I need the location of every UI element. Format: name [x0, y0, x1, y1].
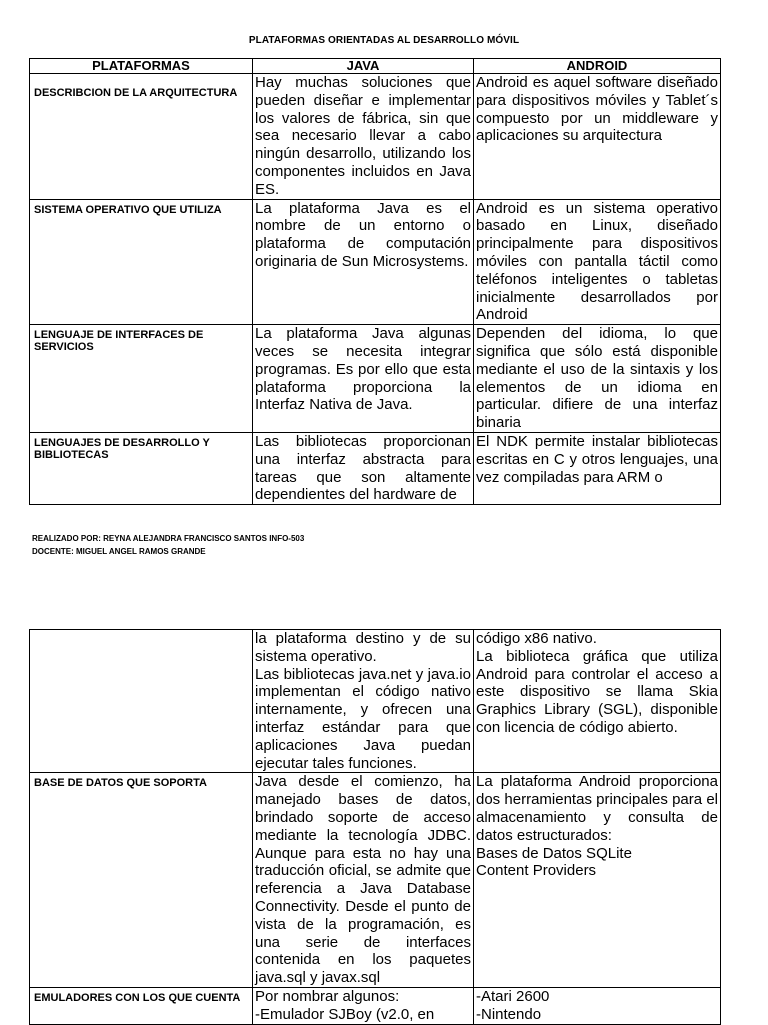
- android-cell: [474, 630, 721, 773]
- java-paragraph: Las bibliotecas java.net y java.io implementan el código nativo internamente, y ofrecen una interfaz estándar para que aplicaciones Java puedan ejecutar tales funciones.: [255, 665, 471, 772]
- table-row: [30, 773, 721, 988]
- android-list-item: Content Providers: [476, 862, 597, 880]
- footer-teacher: DOCENTE: MIGUEL ANGEL RAMOS GRANDE: [32, 547, 206, 556]
- android-cell: Android es un sistema operativo basado en Linux, diseñado principalmente para dispositivos móviles con pantalla táctil como teléfonos inteligentes o tabletas inicialmente desarrollados por Android: [474, 199, 721, 325]
- java-paragraph: la plataforma destino y de su sistema operativo.: [255, 630, 471, 665]
- android-cell: El NDK permite instalar bibliotecas escritas en C y otros lenguajes, una vez compiladas para ARM o: [474, 432, 721, 504]
- row-label: LENGUAJES DE DESARROLLO Y BIBLIOTECAS: [30, 432, 253, 504]
- java-cell: [253, 987, 474, 1024]
- table-header-row: [30, 59, 721, 74]
- android-cell: [474, 773, 721, 988]
- android-paragraph: La plataforma Android proporciona dos herramientas principales para el almacenamiento y consulta de datos estructurados:: [476, 773, 718, 844]
- table-row: [30, 630, 721, 773]
- row-label: DESCRIBCION DE LA ARQUITECTURA: [30, 74, 253, 200]
- header-java: JAVA: [253, 59, 474, 74]
- document-title: PLATAFORMAS ORIENTADAS AL DESARROLLO MÓVIL: [248, 35, 520, 46]
- java-cell: [253, 630, 474, 773]
- android-list-item: -Atari 2600: [476, 987, 550, 1005]
- table-row: [30, 74, 721, 200]
- footer-author: REALIZADO POR: REYNA ALEJANDRA FRANCISCO SANTOS INFO-503: [32, 534, 305, 543]
- table-row: [30, 325, 721, 433]
- comparison-table-page1: [29, 58, 721, 505]
- java-cell: Las bibliotecas proporcionan una interfaz abstracta para tareas que son altamente dependientes del hardware de: [253, 432, 474, 504]
- row-label: SISTEMA OPERATIVO QUE UTILIZA: [30, 199, 253, 325]
- table-row: [30, 432, 721, 504]
- row-label: BASE DE DATOS QUE SOPORTA: [30, 773, 253, 988]
- header-plataformas: PLATAFORMAS: [30, 59, 253, 74]
- android-cell: Dependen del idioma, lo que significa que sólo está disponible mediante el uso de la sintaxis y los elementos de un idioma en particular. difiere de una interfaz binaria: [474, 325, 721, 433]
- row-label: [30, 630, 253, 773]
- java-cell: La plataforma Java algunas veces se necesita integrar programas. Es por ello que esta plataforma proporciona la Interfaz Nativa de Java.: [253, 325, 474, 433]
- header-android: ANDROID: [474, 59, 721, 74]
- android-cell: [474, 987, 721, 1024]
- table-row: [30, 199, 721, 325]
- table-row: [30, 987, 721, 1024]
- comparison-table-page2: [29, 629, 721, 1025]
- android-list-item: Bases de Datos SQLite: [476, 844, 632, 862]
- android-paragraph: La biblioteca gráfica que utiliza Android para controlar el acceso a este dispositivo se llama Skia Graphics Library (SGL), disponible con licencia de código abierto.: [476, 647, 718, 736]
- android-cell: Android es aquel software diseñado para dispositivos móviles y Tablet´s compuesto por un middleware y aplicaciones su arquitectura: [474, 74, 721, 200]
- android-list-item: -Nintendo: [476, 1005, 542, 1023]
- row-label: LENGUAJE DE INTERFACES DE SERVICIOS: [30, 325, 253, 433]
- java-cell: La plataforma Java es el nombre de un entorno o plataforma de computación originaria de Sun Microsystems.: [253, 199, 474, 325]
- java-cell: Java desde el comienzo, ha manejado bases de datos, brindado soporte de acceso mediante la tecnología JDBC. Aunque para esta no hay una traducción oficial, se admite que referencia a Java Database Connectivity. Desde el punto de vista de la programación, es una serie de interfaces contenida en los paquetes java.sql y javax.sql: [253, 773, 474, 988]
- java-paragraph: -Emulador SJBoy (v2.0, en: [255, 1005, 435, 1023]
- java-paragraph: Por nombrar algunos:: [255, 987, 400, 1005]
- java-cell: Hay muchas soluciones que pueden diseñar e implementar los valores de fábrica, sin que sea necesario llevar a cabo ningún desarrollo, utilizando los componentes incluidos en Java ES.: [253, 74, 474, 200]
- android-paragraph: código x86 nativo.: [476, 630, 597, 647]
- row-label: EMULADORES CON LOS QUE CUENTA: [30, 987, 253, 1024]
